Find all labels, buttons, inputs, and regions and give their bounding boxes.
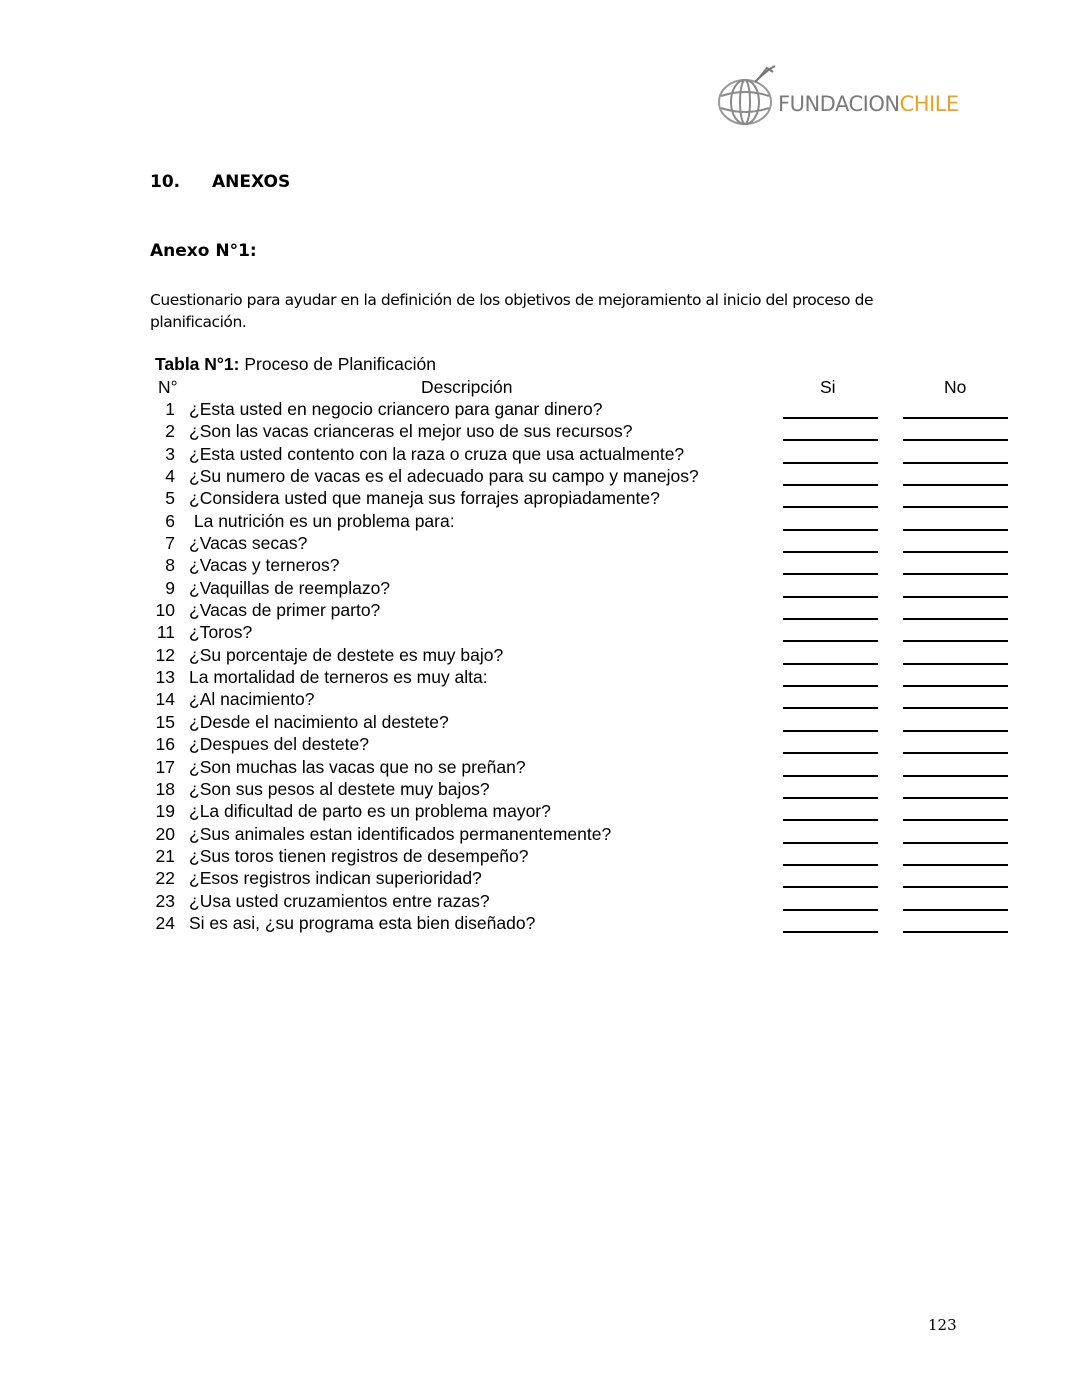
globe-icon [715, 60, 785, 130]
table-row [0, 800, 1080, 822]
row-description: ¿Usa usted cruzamientos entre razas? [189, 890, 490, 911]
si-answer-line[interactable] [783, 573, 878, 575]
table-row [0, 420, 1080, 442]
table-row [0, 577, 1080, 599]
table-row [0, 599, 1080, 621]
header-no: No [944, 377, 967, 397]
row-number: 9 [165, 577, 175, 598]
row-description: ¿Despues del destete? [189, 734, 369, 755]
si-answer-line[interactable] [783, 752, 878, 754]
no-answer-line[interactable] [903, 417, 1008, 419]
row-description: ¿Esos registros indican superioridad? [189, 868, 482, 889]
row-number: 14 [155, 689, 175, 710]
row-number: 8 [165, 555, 175, 576]
si-answer-line[interactable] [783, 707, 878, 709]
si-answer-line[interactable] [783, 730, 878, 732]
table-row [0, 756, 1080, 778]
no-answer-line[interactable] [903, 752, 1008, 754]
si-answer-line[interactable] [783, 506, 878, 508]
row-number: 3 [165, 443, 175, 464]
no-answer-line[interactable] [903, 439, 1008, 441]
questionnaire-table [0, 398, 1080, 934]
no-answer-line[interactable] [903, 596, 1008, 598]
no-answer-line[interactable] [903, 909, 1008, 911]
row-description: ¿Son las vacas crianceras el mejor uso de sus recursos? [189, 421, 633, 442]
table-row [0, 621, 1080, 643]
row-number: 15 [155, 711, 175, 732]
table-caption-text: Proceso de Planificación [239, 354, 436, 374]
table-row [0, 398, 1080, 420]
row-description: ¿Toros? [189, 622, 253, 643]
no-answer-line[interactable] [903, 707, 1008, 709]
si-answer-line[interactable] [783, 417, 878, 419]
section-title: ANEXOS [212, 172, 291, 192]
row-description: ¿La dificultad de parto es un problema mayor? [189, 801, 551, 822]
intro-paragraph: Cuestionario para ayudar en la definición de los objetivos de mejoramiento al inicio del proceso de planificación. [150, 291, 874, 331]
table-row [0, 688, 1080, 710]
table-row [0, 890, 1080, 912]
annex-title: Anexo N°1: [150, 241, 257, 261]
row-description: ¿Desde el nacimiento al destete? [189, 711, 449, 732]
table-row [0, 487, 1080, 509]
table-row [0, 554, 1080, 576]
table-row [0, 465, 1080, 487]
row-number: 10 [155, 600, 175, 621]
no-answer-line[interactable] [903, 864, 1008, 866]
logo-text-chile: CHILE [899, 92, 959, 116]
si-answer-line[interactable] [783, 529, 878, 531]
table-row [0, 644, 1080, 666]
row-number: 7 [165, 533, 175, 554]
row-number: 19 [155, 801, 175, 822]
row-description: ¿Considera usted que maneja sus forrajes apropiadamente? [189, 488, 660, 509]
no-answer-line[interactable] [903, 551, 1008, 553]
si-answer-line[interactable] [783, 909, 878, 911]
no-answer-line[interactable] [903, 529, 1008, 531]
no-answer-line[interactable] [903, 842, 1008, 844]
si-answer-line[interactable] [783, 462, 878, 464]
row-description: ¿Sus animales estan identificados permanentemente? [189, 823, 612, 844]
no-answer-line[interactable] [903, 462, 1008, 464]
si-answer-line[interactable] [783, 685, 878, 687]
table-caption [155, 354, 436, 375]
table-row [0, 532, 1080, 554]
row-description: ¿Sus toros tienen registros de desempeño? [189, 845, 529, 866]
no-answer-line[interactable] [903, 797, 1008, 799]
header-num: N° [158, 377, 178, 397]
table-row [0, 733, 1080, 755]
row-number: 16 [155, 734, 175, 755]
si-answer-line[interactable] [783, 640, 878, 642]
si-answer-line[interactable] [783, 618, 878, 620]
header-description: Descripción [421, 377, 513, 397]
logo-wordmark [778, 92, 959, 116]
row-number: 4 [165, 466, 175, 487]
row-description: ¿Son sus pesos al destete muy bajos? [189, 778, 490, 799]
si-answer-line[interactable] [783, 551, 878, 553]
no-answer-line[interactable] [903, 506, 1008, 508]
row-number: 17 [155, 756, 175, 777]
si-answer-line[interactable] [783, 931, 878, 933]
row-number: 1 [165, 399, 175, 419]
row-description: Si es asi, ¿su programa esta bien diseñado? [189, 912, 536, 933]
fundacion-chile-logo [715, 60, 965, 130]
row-description: ¿Son muchas las vacas que no se preñan? [189, 756, 526, 777]
row-number: 11 [156, 622, 175, 643]
si-answer-line[interactable] [783, 439, 878, 441]
si-answer-line[interactable] [783, 596, 878, 598]
si-answer-line[interactable] [783, 797, 878, 799]
row-number: 12 [155, 644, 175, 665]
si-answer-line[interactable] [783, 864, 878, 866]
si-answer-line[interactable] [783, 886, 878, 888]
row-description: ¿Vaquillas de reemplazo? [189, 577, 391, 598]
row-number: 5 [165, 488, 175, 509]
section-heading [150, 172, 290, 192]
no-answer-line[interactable] [903, 931, 1008, 933]
table-row [0, 711, 1080, 733]
si-answer-line[interactable] [783, 842, 878, 844]
row-number: 23 [155, 890, 175, 911]
row-number: 6 [165, 510, 175, 531]
no-answer-line[interactable] [903, 663, 1008, 665]
no-answer-line[interactable] [903, 819, 1008, 821]
row-number: 2 [165, 421, 175, 442]
row-number: 24 [155, 912, 175, 933]
row-description: ¿Esta usted contento con la raza o cruza que usa actualmente? [189, 443, 685, 464]
no-answer-line[interactable] [903, 685, 1008, 687]
row-description: ¿Vacas de primer parto? [189, 600, 381, 621]
row-number: 22 [155, 868, 175, 889]
row-number: 18 [155, 778, 175, 799]
row-description: La mortalidad de terneros es muy alta: [189, 667, 488, 688]
no-answer-line[interactable] [903, 886, 1008, 888]
section-number: 10. [150, 172, 181, 192]
table-row [0, 510, 1080, 532]
page-number: 123 [928, 1316, 957, 1334]
row-description: ¿Su numero de vacas es el adecuado para su campo y manejos? [189, 466, 699, 487]
si-answer-line[interactable] [783, 484, 878, 486]
row-description: ¿Su porcentaje de destete es muy bajo? [189, 644, 504, 665]
si-answer-line[interactable] [783, 775, 878, 777]
row-description: ¿Vacas y terneros? [189, 555, 340, 576]
logo-text-fundacion: FUNDACION [778, 92, 900, 116]
table-row [0, 666, 1080, 688]
no-answer-line[interactable] [903, 618, 1008, 620]
no-answer-line[interactable] [903, 640, 1008, 642]
table-row [0, 912, 1080, 934]
table-row [0, 778, 1080, 800]
no-answer-line[interactable] [903, 573, 1008, 575]
row-description: ¿Vacas secas? [189, 533, 308, 554]
table-caption-label: Tabla N°1: [155, 354, 240, 374]
table-row [0, 823, 1080, 845]
si-answer-line[interactable] [783, 819, 878, 821]
table-row [0, 443, 1080, 465]
row-number: 21 [155, 845, 175, 866]
row-description: ¿Al nacimiento? [189, 689, 315, 710]
no-answer-line[interactable] [903, 730, 1008, 732]
row-description: La nutrición es un problema para: [189, 510, 455, 531]
row-number: 20 [155, 823, 175, 844]
table-row [0, 845, 1080, 867]
row-description: ¿Esta usted en negocio criancero para ganar dinero? [189, 399, 603, 419]
header-si: Si [820, 377, 836, 397]
no-answer-line[interactable] [903, 484, 1008, 486]
si-answer-line[interactable] [783, 663, 878, 665]
no-answer-line[interactable] [903, 775, 1008, 777]
row-number: 13 [155, 667, 175, 688]
table-row [0, 867, 1080, 889]
